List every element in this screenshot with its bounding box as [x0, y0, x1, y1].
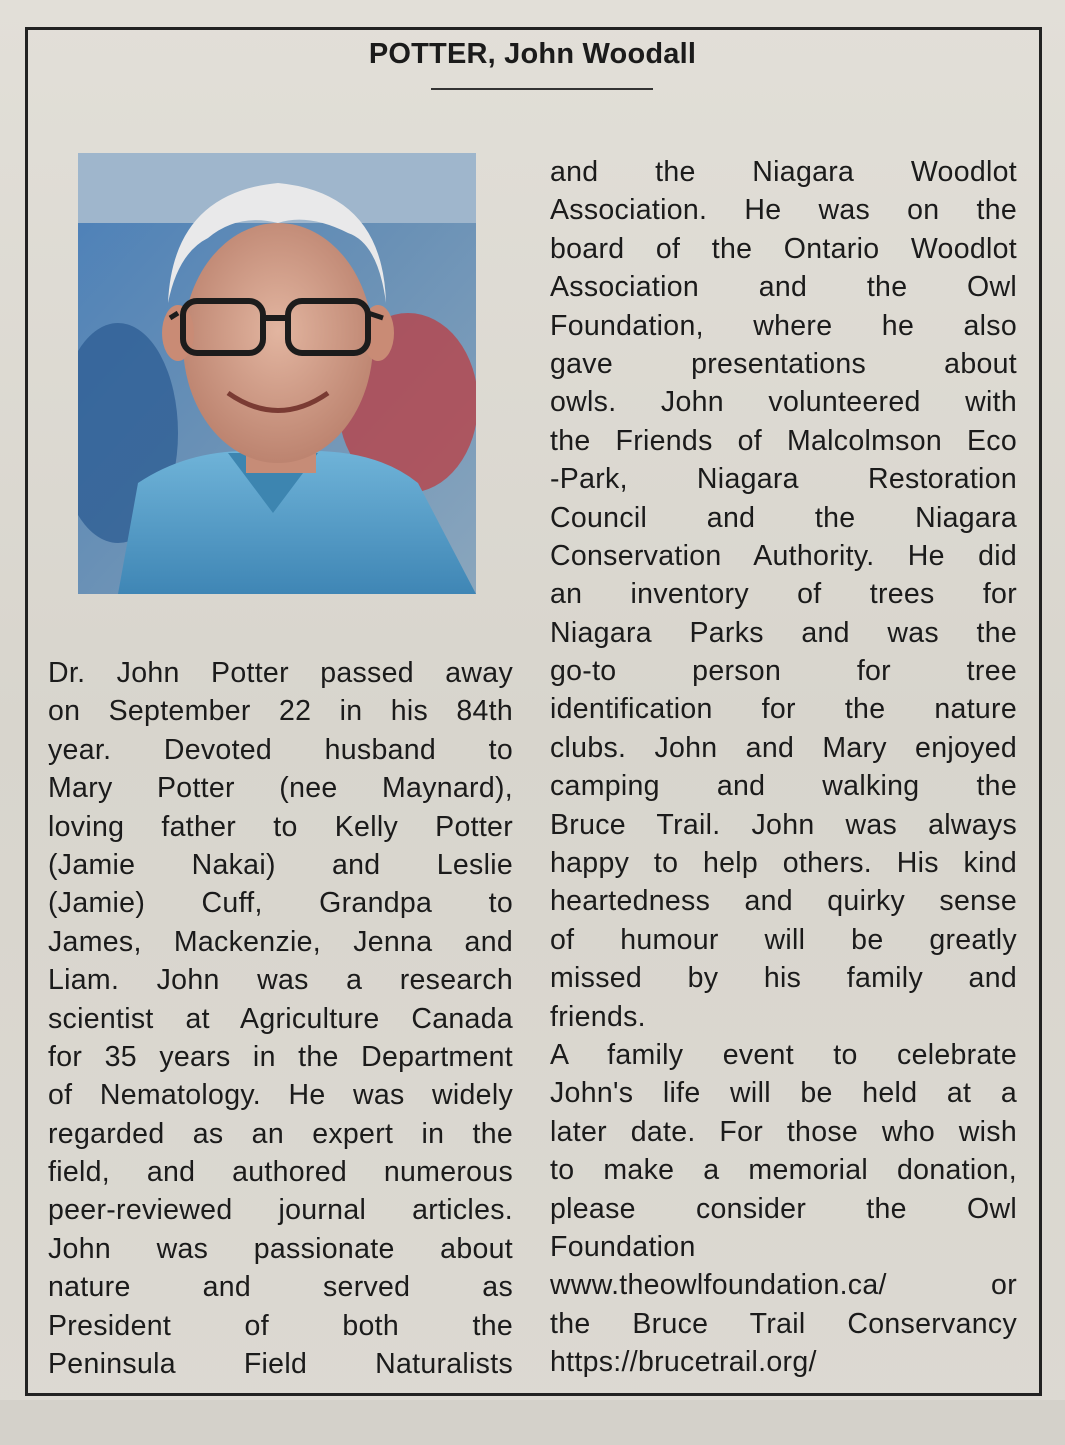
text-line: the Bruce Trail Conservancy	[550, 1307, 1017, 1340]
text-line: board of the Ontario Woodlot	[550, 232, 1017, 265]
text-line: of humour will be greatly	[550, 923, 1017, 956]
text-line: https://brucetrail.org/	[550, 1346, 817, 1379]
text-line: of Nematology. He was widely	[48, 1079, 513, 1112]
text-line: camping and walking the	[550, 770, 1017, 803]
text-line: clubs. John and Mary enjoyed	[550, 731, 1017, 764]
text-line: please consider the Owl	[550, 1192, 1017, 1225]
text-line: (Jamie) Cuff, Grandpa to	[48, 887, 513, 920]
text-line: go-to person for tree	[550, 655, 1017, 688]
title-underline	[431, 88, 653, 90]
text-line: Mary Potter (nee Maynard),	[48, 772, 513, 805]
portrait-illustration	[78, 153, 476, 594]
text-line: Foundation	[550, 1230, 696, 1263]
text-line: on September 22 in his 84th	[48, 695, 513, 728]
text-line: heartedness and quirky sense	[550, 885, 1017, 918]
text-line: missed by his family and	[550, 962, 1017, 995]
portrait-photo	[78, 153, 476, 594]
text-line: and the Niagara Woodlot	[550, 156, 1017, 188]
text-line: www.theowlfoundation.ca/ or	[550, 1269, 1017, 1302]
text-line: Niagara Parks and was the	[550, 616, 1017, 649]
text-line: peer-reviewed journal articles.	[48, 1194, 513, 1227]
text-line: A family event to celebrate	[550, 1038, 1017, 1071]
text-line: regarded as an expert in the	[48, 1117, 513, 1150]
text-line: identification for the nature	[550, 693, 1017, 726]
text-line: (Jamie Nakai) and Leslie	[48, 848, 513, 881]
text-line: gave presentations about	[550, 347, 1017, 380]
text-line: field, and authored numerous	[48, 1156, 513, 1189]
text-line: Bruce Trail. John was always	[550, 808, 1017, 841]
text-line: to make a memorial donation,	[550, 1154, 1017, 1187]
text-line: friends.	[550, 1000, 646, 1033]
text-line: the Friends of Malcolmson Eco	[550, 424, 1017, 457]
text-line: John was passionate about	[48, 1232, 513, 1265]
text-line: happy to help others. His kind	[550, 847, 1017, 880]
left-text-column	[48, 654, 513, 1383]
text-line: Foundation, where he also	[550, 309, 1017, 342]
text-line: Dr. John Potter passed away	[48, 657, 513, 689]
text-line: Association and the Owl	[550, 271, 1017, 304]
text-line: scientist at Agriculture Canada	[48, 1002, 513, 1035]
text-line: Peninsula Field Naturalists	[48, 1348, 513, 1381]
obituary-title: POTTER, John Woodall	[368, 38, 697, 70]
text-line: Conservation Authority. He did	[550, 539, 1017, 572]
text-line: owls. John volunteered with	[550, 386, 1017, 419]
text-line: Association. He was on the	[550, 194, 1017, 227]
page-bottom-margin	[0, 1400, 1065, 1445]
text-line: Liam. John was a research	[48, 964, 513, 997]
text-line: Council and the Niagara	[550, 501, 1017, 534]
text-line: year. Devoted husband to	[48, 733, 513, 766]
text-line: -Park, Niagara Restoration	[550, 463, 1017, 496]
right-text-column	[550, 153, 1017, 1382]
text-line: John's life will be held at a	[550, 1077, 1017, 1110]
text-line: President of both the	[48, 1309, 513, 1342]
text-line: nature and served as	[48, 1271, 513, 1304]
text-line: an inventory of trees for	[550, 578, 1017, 611]
text-line: loving father to Kelly Potter	[48, 810, 513, 843]
text-line: for 35 years in the Department	[48, 1040, 513, 1073]
text-line: later date. For those who wish	[550, 1115, 1017, 1148]
text-line: James, Mackenzie, Jenna and	[48, 925, 513, 958]
